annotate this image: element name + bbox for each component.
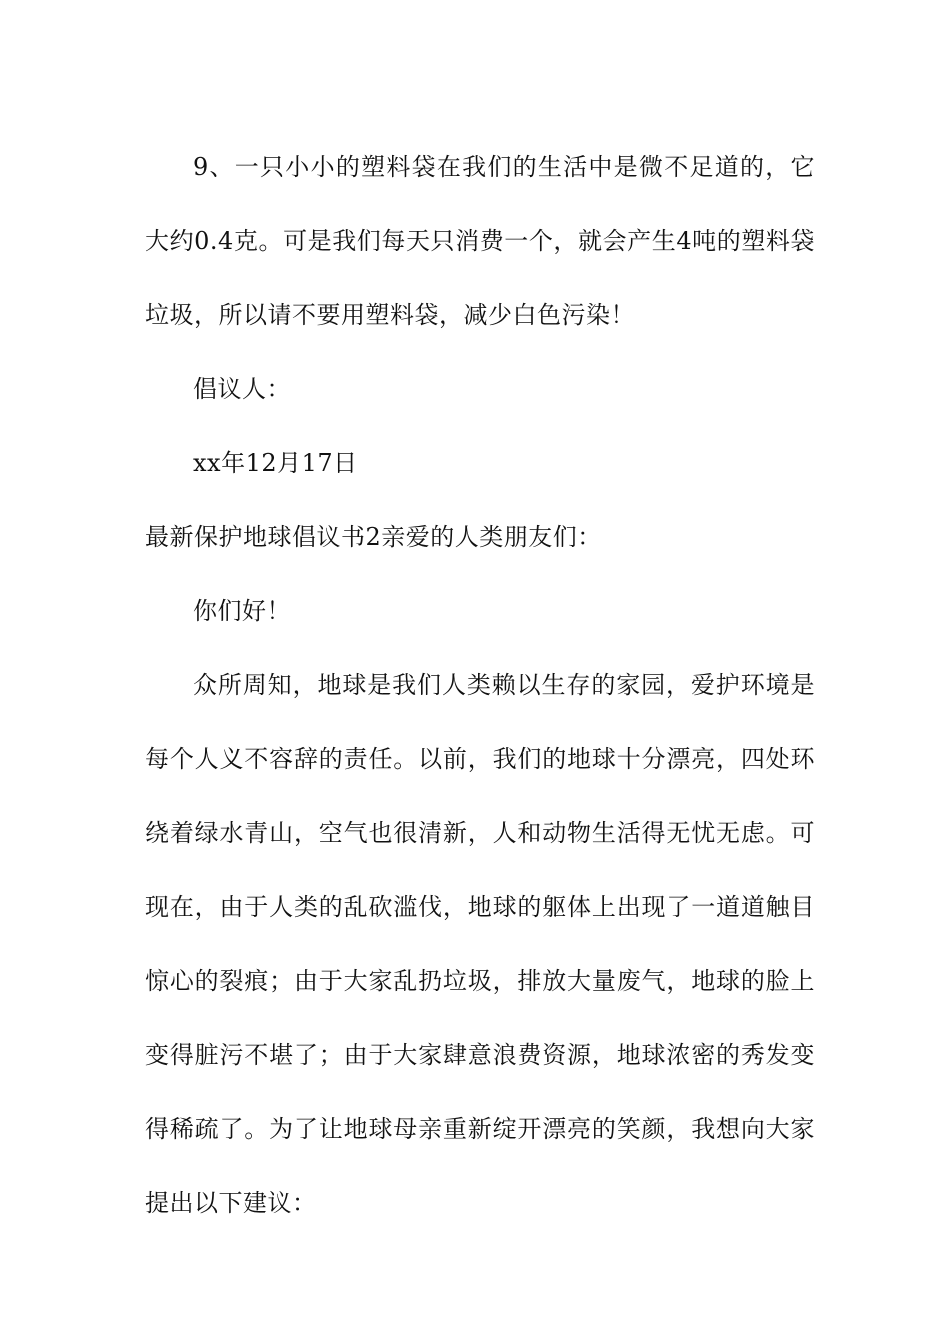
paragraph-main: 众所周知，地球是我们人类赖以生存的家园，爱护环境是每个人义不容辞的责任。以前，我们的地球十分漂亮，四处环绕着绿水青山，空气也很清新，人和动物生活得无忧无虑。可现在，由于人类的乱砍滥伐，地球的躯体上出现了一道道触目惊心的裂痕；由于大家乱扔垃圾，排放大量废气，地球的脸上变得脏污不堪了；由于大家肆意浪费资源，地球浓密的秀发变得稀疏了。为了让地球母亲重新绽开漂亮的笑颜，我想向大家提出以下建议： [145,671,815,1217]
paragraph-heading-greeting: 最新保护地球倡议书2亲爱的人类朋友们： [145,523,602,551]
paragraph-initiator: 倡议人： [193,375,291,403]
document-body [145,130,815,1240]
paragraph-date: xx年12月17日 [193,449,358,477]
paragraph-hello: 你们好！ [193,597,291,625]
paragraph-plastic-bag: 9、一只小小的塑料袋在我们的生活中是微不足道的，它大约0.4克。可是我们每天只消费一个，就会产生4吨的塑料袋垃圾，所以请不要用塑料袋，减少白色污染！ [145,153,815,329]
